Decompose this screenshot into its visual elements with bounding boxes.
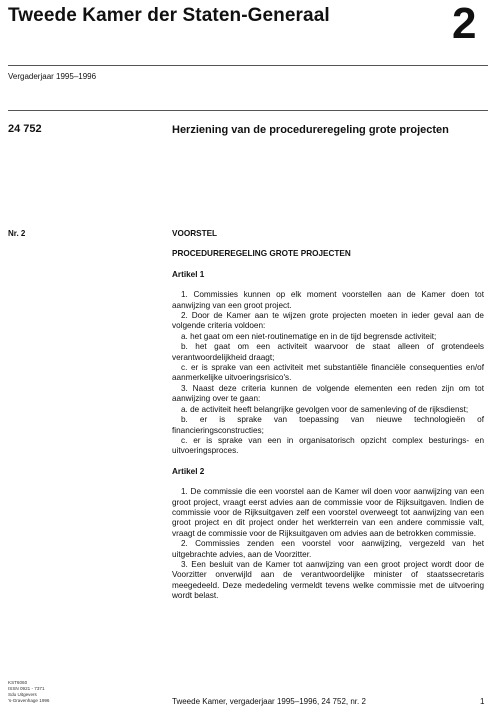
- document-body: [172, 229, 484, 602]
- article-paragraph: 2. Commissies zenden een voorstel voor aanwijzing, vergezeld van het uitgebrachte advies, aan de Voorzitter.: [172, 539, 484, 559]
- footer-code: 's-Gravenhage 1996: [8, 698, 50, 703]
- footer-code: Sdu Uitgevers: [8, 692, 37, 697]
- footer-code: ISSN 0921 - 7371: [8, 686, 45, 691]
- article-paragraph: 2. Door de Kamer aan te wijzen grote projecten moeten in ieder geval aan de volgende criteria voldoen:: [172, 311, 484, 331]
- document-nr: Nr. 2: [8, 229, 26, 238]
- footer-code: KST6060: [8, 680, 28, 685]
- article-paragraph: c. er is sprake van een activiteit met substantiële financiële consequenties en/of aanmerkelijke uitvoeringsrisico's.: [172, 363, 484, 383]
- footer-citation: Tweede Kamer, vergaderjaar 1995–1996, 24 752, nr. 2: [172, 697, 366, 706]
- session-year: Vergaderjaar 1995–1996: [8, 72, 97, 81]
- article-1-title: Artikel 1: [172, 269, 205, 279]
- article-paragraph: 3. Een besluit van de Kamer tot aanwijzing van een groot project wordt door de Voorzitter onverwijld aan de verantwoordelijke minister of staatssecretaris meegedeeld. Deze mededeling vermeldt tevens welke commissie met de uitvoering wordt belast.: [172, 559, 484, 601]
- article-paragraph: 1. De commissie die een voorstel aan de Kamer wil doen voor aanwijzing van een groot project, vraagt eerst advies aan de commissie voor de Rijksuitgaven. Indien de commissie voor de Rijksuitgaven zelf een voorstel overweegt tot aanwijzing van een groot project en dit project onder het werkterrein van een andere commissie valt, vraagt de commissie voor de Rijksuitgaven om advies aan de betrokken commissie.: [172, 487, 484, 538]
- institution-title: Tweede Kamer der Staten-Generaal: [8, 5, 330, 26]
- footer-codes: [8, 680, 49, 704]
- article-paragraph: a. het gaat om een niet-routinematige en in de tijd begrensde activiteit;: [181, 331, 437, 341]
- middle-divider: [8, 110, 488, 111]
- document-number: 2: [452, 0, 477, 48]
- page-number: 1: [480, 697, 485, 706]
- dossier-number: 24 752: [8, 123, 42, 135]
- article-paragraph: a. de activiteit heeft belangrijke gevolgen voor de samenleving of de rijksdienst;: [181, 404, 469, 414]
- section-subheading: PROCEDUREREGELING GROTE PROJECTEN: [172, 249, 351, 259]
- section-heading: VOORSTEL: [172, 229, 218, 238]
- article-paragraph: b. het gaat om een activiteit waarvoor de staat alleen of grotendeels verantwoordelijkheid draagt;: [172, 342, 484, 362]
- top-divider: [8, 65, 488, 66]
- article-paragraph: b. er is sprake van toepassing van nieuwe technologieën of financieringsconstructies;: [172, 415, 484, 435]
- article-paragraph: 3. Naast deze criteria kunnen de volgende elementen een reden zijn om tot aanwijzing over te gaan:: [172, 383, 484, 404]
- dossier-title: Herziening van de procedureregeling grote projecten: [172, 124, 449, 136]
- article-2-title: Artikel 2: [172, 466, 205, 476]
- article-paragraph: c. er is sprake van een in organisatorisch opzicht complex besturings- en uitvoeringsproces.: [172, 435, 484, 456]
- article-paragraph: 1. Commissies kunnen op elk moment voorstellen aan de Kamer doen tot aanwijzing van een groot project.: [172, 290, 484, 310]
